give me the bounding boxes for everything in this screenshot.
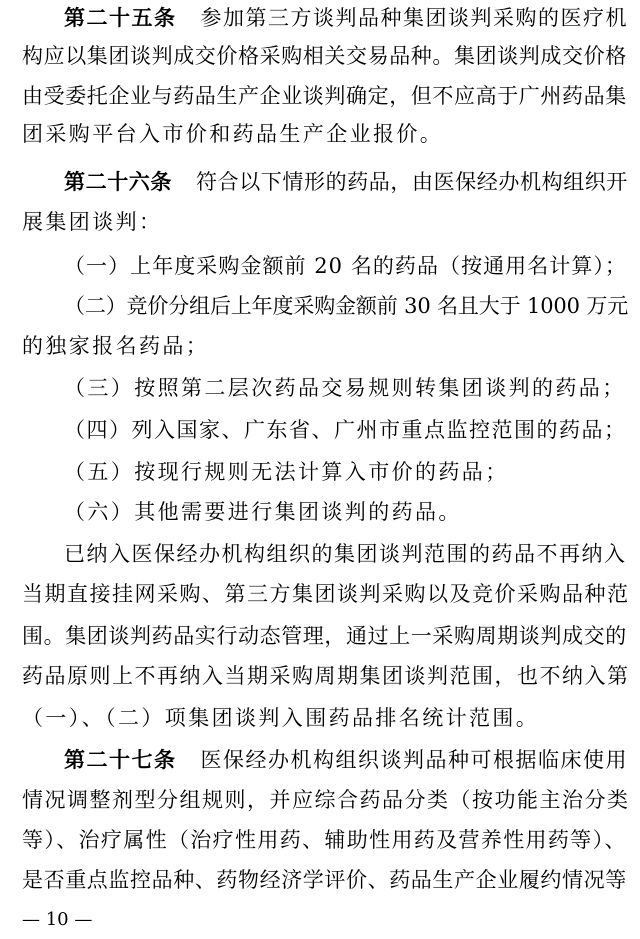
article-26-line-1 bbox=[64, 166, 628, 198]
article-27-heading: 第二十七条 bbox=[64, 748, 177, 772]
item-2: （二）竞价分组后上年度采购金额前 30 名且大于 1000 万元 bbox=[64, 294, 629, 318]
article-27-line-1 bbox=[64, 744, 628, 776]
paragraph-line-1: 已纳入医保经办机构组织的集团谈判范围的药品不再纳入 bbox=[64, 542, 627, 566]
item-1: （一）上年度采购金额前 20 名的药品（按通用名计算）； bbox=[64, 254, 627, 278]
article-26-line-2: 展集团谈判： bbox=[22, 210, 163, 234]
article-25-line-1 bbox=[64, 2, 628, 34]
article-27-line-2: 情况调整剂型分组规则，并应综合药品分类（按功能主治分类 bbox=[22, 788, 630, 812]
article-26-heading: 第二十六条 bbox=[64, 170, 172, 194]
article-27-line-3: 等）、治疗属性（治疗性用药、辅助性用药及营养性用药等）、 bbox=[22, 828, 627, 852]
article-25-text: 参加第三方谈判品种集团谈判采购的医疗机 bbox=[200, 6, 628, 30]
article-27-line-4: 是否重点监控品种、药物经济学评价、药品生产企业履约情况等 bbox=[22, 868, 627, 892]
article-25-line-4: 团采购平台入市价和药品生产企业报价。 bbox=[22, 122, 444, 146]
article-25-line-2: 构应以集团谈判成交价格采购相关交易品种。集团谈判成交价格 bbox=[22, 44, 627, 68]
paragraph-line-5: （一）、（二）项集团谈判入围药品排名统计范围。 bbox=[22, 706, 540, 730]
item-4: （四）列入国家、广东省、广州市重点监控范围的药品； bbox=[64, 418, 627, 442]
paragraph-line-2: 当期直接挂网采购、第三方集团谈判采购以及竞价采购品种范 bbox=[22, 582, 630, 606]
item-6: （六）其他需要进行集团谈判的药品。 bbox=[64, 500, 462, 524]
item-3: （三）按照第二层次药品交易规则转集团谈判的药品； bbox=[64, 376, 626, 400]
article-26-text: 符合以下情形的药品，由医保经办机构组织开 bbox=[196, 170, 628, 194]
item-2-continued: 的独家报名药品； bbox=[22, 334, 210, 358]
paragraph-line-4: 药品原则上不再纳入当期采购周期集团谈判范围，也不纳入第 bbox=[22, 664, 630, 688]
page-number: — 10 — bbox=[22, 909, 93, 930]
article-25-heading: 第二十五条 bbox=[64, 6, 177, 30]
article-25-line-3: 由受委托企业与药品生产企业谈判确定，但不应高于广州药品集 bbox=[22, 84, 627, 108]
paragraph-line-3: 围。集团谈判药品实行动态管理，通过上一采购周期谈判成交的 bbox=[22, 624, 627, 648]
article-27-text: 医保经办机构组织谈判品种可根据临床使用 bbox=[200, 748, 628, 772]
item-5: （五）按现行规则无法计算入市价的药品； bbox=[64, 460, 509, 484]
